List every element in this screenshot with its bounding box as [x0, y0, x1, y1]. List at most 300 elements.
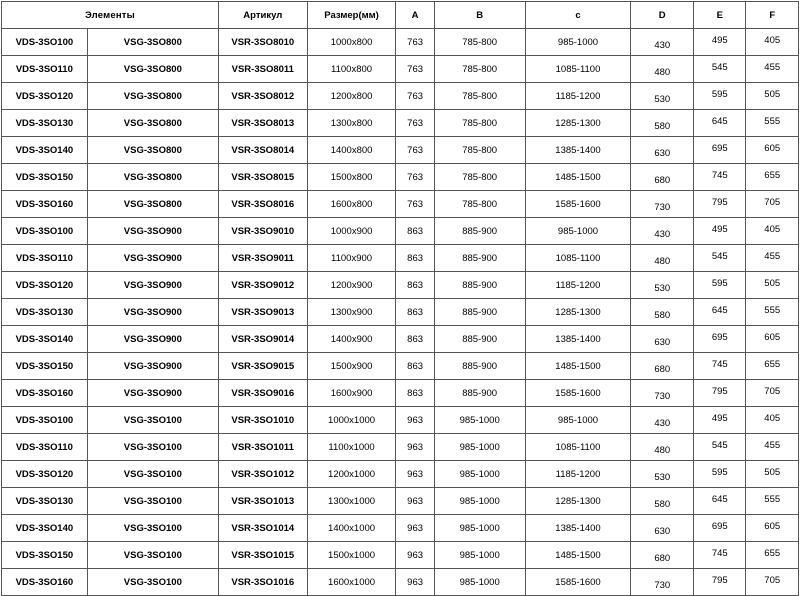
cell-b: [434, 569, 525, 596]
column-header-article: Артикул: [218, 2, 307, 29]
cell-article-value: VSR-3SO1013: [231, 495, 295, 507]
cell-f: [746, 326, 799, 353]
cell-size-value: 1200x800: [330, 90, 373, 102]
cell-f-value: 705: [764, 196, 781, 208]
cell-c-value: 1585-1600: [555, 387, 601, 399]
cell-f: [746, 569, 799, 596]
cell-element-2-value: VSG-3SO900: [123, 333, 182, 345]
cell-article: [218, 434, 307, 461]
cell-a: [396, 380, 434, 407]
cell-f-value: 655: [764, 547, 781, 559]
cell-f: [746, 218, 799, 245]
cell-b: [434, 83, 525, 110]
table-row: [2, 218, 799, 245]
table-row: [2, 353, 799, 380]
cell-d: [631, 137, 694, 164]
cell-c-value: 1385-1400: [555, 522, 601, 534]
cell-a-value: 763: [407, 198, 424, 210]
cell-element-2: [87, 434, 218, 461]
cell-a: [396, 110, 434, 137]
cell-b: [434, 29, 525, 56]
table-row: [2, 299, 799, 326]
cell-e-value: 495: [711, 223, 728, 235]
column-header-elements: Элементы: [2, 2, 219, 29]
cell-d-value: 530: [654, 93, 671, 105]
cell-e-value: 595: [711, 277, 728, 289]
table-row: [2, 488, 799, 515]
cell-c-value: 985-1000: [557, 414, 599, 426]
cell-article-value: VSR-3SO1011: [231, 441, 294, 453]
cell-f: [746, 83, 799, 110]
cell-element-2: [87, 110, 218, 137]
cell-article: [218, 461, 307, 488]
cell-b: [434, 272, 525, 299]
cell-size: [307, 353, 396, 380]
cell-a-value: 863: [407, 387, 424, 399]
cell-b: [434, 245, 525, 272]
cell-element-1: [2, 353, 88, 380]
cell-a-value: 863: [407, 279, 424, 291]
cell-element-2-value: VSG-3SO900: [123, 360, 182, 372]
cell-a-value: 963: [407, 549, 424, 561]
cell-e-value: 695: [711, 331, 728, 343]
cell-d: [631, 29, 694, 56]
cell-article-value: VSR-3SO9010: [231, 225, 295, 237]
cell-b-value: 985-1000: [459, 495, 500, 507]
cell-d: [631, 326, 694, 353]
cell-b-value: 985-1000: [459, 522, 500, 534]
cell-a: [396, 218, 434, 245]
cell-e: [694, 29, 746, 56]
cell-a-value: 863: [407, 333, 424, 345]
cell-d-value: 480: [654, 66, 671, 78]
cell-element-2-value: VSG-3SO800: [123, 90, 182, 102]
cell-f-value: 655: [764, 169, 781, 181]
cell-d: [631, 245, 694, 272]
cell-e-value: 745: [711, 169, 728, 181]
cell-d: [631, 83, 694, 110]
cell-element-1-value: VDS-3SO100: [15, 414, 74, 426]
cell-d-value: 730: [654, 201, 671, 213]
column-header-f: F: [746, 2, 799, 29]
cell-element-1-value: VDS-3SO120: [15, 90, 74, 102]
cell-c-value: 1385-1400: [555, 144, 601, 156]
cell-b-value: 985-1000: [459, 441, 500, 453]
table-row: [2, 29, 799, 56]
cell-element-2: [87, 299, 218, 326]
cell-e: [694, 542, 746, 569]
table-row: [2, 461, 799, 488]
cell-c-value: 985-1000: [557, 36, 599, 48]
cell-a: [396, 326, 434, 353]
cell-e-value: 795: [711, 574, 728, 586]
cell-size-value: 1400x1000: [328, 522, 376, 534]
cell-b-value: 985-1000: [459, 468, 500, 480]
cell-f-value: 605: [764, 520, 781, 532]
cell-c: [525, 245, 631, 272]
cell-element-2-value: VSG-3SO100: [123, 441, 182, 453]
cell-element-1-value: VDS-3SO140: [15, 333, 74, 345]
cell-element-1-value: VDS-3SO100: [15, 36, 74, 48]
cell-article: [218, 83, 307, 110]
cell-d-value: 580: [654, 498, 671, 510]
cell-b: [434, 56, 525, 83]
cell-element-1: [2, 407, 88, 434]
cell-a: [396, 461, 434, 488]
cell-d-value: 580: [654, 120, 671, 132]
cell-a-value: 863: [407, 360, 424, 372]
cell-element-2: [87, 245, 218, 272]
cell-c: [525, 353, 631, 380]
cell-e-value: 595: [711, 466, 728, 478]
cell-f-value: 555: [764, 493, 781, 505]
cell-e-value: 545: [711, 61, 728, 73]
cell-e-value: 595: [711, 88, 728, 100]
cell-element-2-value: VSG-3SO100: [123, 576, 182, 588]
cell-article-value: VSR-3SO8016: [231, 198, 295, 210]
cell-e: [694, 407, 746, 434]
cell-element-2: [87, 164, 218, 191]
cell-element-1: [2, 245, 88, 272]
cell-article: [218, 218, 307, 245]
cell-size: [307, 461, 396, 488]
cell-a: [396, 56, 434, 83]
cell-c-value: 1085-1100: [555, 252, 601, 264]
cell-element-2: [87, 56, 218, 83]
cell-c: [525, 56, 631, 83]
cell-element-1: [2, 272, 88, 299]
cell-a-value: 763: [407, 63, 424, 75]
cell-element-1: [2, 569, 88, 596]
cell-d: [631, 407, 694, 434]
cell-element-2: [87, 407, 218, 434]
cell-f-value: 505: [764, 277, 781, 289]
cell-size-value: 1500x800: [330, 171, 373, 183]
cell-size: [307, 29, 396, 56]
cell-b: [434, 461, 525, 488]
cell-article-value: VSR-3SO9016: [231, 387, 295, 399]
cell-e-value: 745: [711, 547, 728, 559]
cell-b: [434, 488, 525, 515]
cell-element-1-value: VDS-3SO130: [15, 306, 74, 318]
cell-c-value: 1285-1300: [555, 495, 601, 507]
cell-c: [525, 272, 631, 299]
cell-f: [746, 461, 799, 488]
specification-sheet: [0, 1, 800, 591]
cell-e-value: 545: [711, 250, 728, 262]
cell-f: [746, 515, 799, 542]
cell-article: [218, 272, 307, 299]
cell-f: [746, 272, 799, 299]
cell-f: [746, 137, 799, 164]
cell-d-value: 730: [654, 390, 671, 402]
cell-element-2: [87, 272, 218, 299]
cell-size-value: 1600x1000: [328, 576, 376, 588]
cell-e: [694, 299, 746, 326]
cell-e: [694, 245, 746, 272]
cell-article: [218, 542, 307, 569]
cell-size: [307, 569, 396, 596]
cell-article-value: VSR-3SO8015: [231, 171, 295, 183]
cell-element-1: [2, 191, 88, 218]
cell-a-value: 863: [407, 225, 424, 237]
cell-f-value: 655: [764, 358, 781, 370]
cell-d-value: 630: [654, 336, 671, 348]
cell-d-value: 530: [654, 282, 671, 294]
cell-element-1-value: VDS-3SO130: [15, 117, 74, 129]
cell-d-value: 430: [654, 39, 671, 51]
cell-c-value: 1585-1600: [555, 576, 601, 588]
cell-a-value: 963: [407, 576, 424, 588]
cell-article: [218, 164, 307, 191]
cell-b-value: 985-1000: [459, 576, 500, 588]
cell-element-2: [87, 326, 218, 353]
cell-f: [746, 164, 799, 191]
cell-size-value: 1100x1000: [328, 441, 375, 453]
cell-element-2: [87, 191, 218, 218]
cell-e: [694, 83, 746, 110]
cell-a: [396, 488, 434, 515]
cell-c: [525, 380, 631, 407]
cell-f-value: 555: [764, 304, 781, 316]
cell-d-value: 530: [654, 471, 671, 483]
cell-c-value: 985-1000: [557, 225, 599, 237]
column-header-b: B: [434, 2, 525, 29]
cell-f-value: 605: [764, 331, 781, 343]
cell-size-value: 1500x900: [330, 360, 373, 372]
cell-element-1: [2, 137, 88, 164]
cell-b-value: 785-800: [462, 63, 498, 75]
cell-article: [218, 569, 307, 596]
cell-c: [525, 137, 631, 164]
cell-a: [396, 137, 434, 164]
cell-e: [694, 515, 746, 542]
cell-d-value: 680: [654, 552, 671, 564]
cell-e: [694, 110, 746, 137]
cell-size-value: 1100x900: [331, 252, 373, 264]
cell-e: [694, 137, 746, 164]
cell-element-2-value: VSG-3SO800: [123, 171, 182, 183]
cell-e-value: 545: [711, 439, 728, 451]
cell-article-value: VSR-3SO1016: [231, 576, 295, 588]
cell-b: [434, 380, 525, 407]
cell-size-value: 1400x800: [330, 144, 373, 156]
cell-element-2-value: VSG-3SO100: [123, 468, 182, 480]
table-row: [2, 407, 799, 434]
cell-b: [434, 434, 525, 461]
cell-d: [631, 542, 694, 569]
cell-f: [746, 542, 799, 569]
cell-e: [694, 488, 746, 515]
cell-b-value: 985-1000: [459, 549, 500, 561]
cell-element-2: [87, 137, 218, 164]
cell-b-value: 885-900: [462, 306, 498, 318]
cell-a-value: 963: [407, 522, 424, 534]
cell-d: [631, 299, 694, 326]
cell-element-2-value: VSG-3SO800: [123, 36, 182, 48]
cell-article: [218, 380, 307, 407]
cell-article-value: VSR-3SO8010: [231, 36, 295, 48]
cell-article: [218, 299, 307, 326]
cell-d: [631, 569, 694, 596]
cell-element-1: [2, 434, 88, 461]
cell-element-1-value: VDS-3SO150: [15, 360, 74, 372]
cell-c: [525, 569, 631, 596]
cell-element-1-value: VDS-3SO160: [15, 387, 74, 399]
cell-a-value: 863: [407, 252, 424, 264]
cell-f: [746, 299, 799, 326]
cell-c: [525, 191, 631, 218]
cell-b-value: 785-800: [462, 117, 498, 129]
cell-size: [307, 299, 396, 326]
cell-element-2-value: VSG-3SO100: [123, 495, 182, 507]
cell-element-2-value: VSG-3SO100: [123, 522, 182, 534]
cell-element-2: [87, 569, 218, 596]
cell-e: [694, 380, 746, 407]
cell-article: [218, 488, 307, 515]
table-header: [2, 2, 799, 29]
cell-article-value: VSR-3SO9012: [231, 279, 295, 291]
cell-b-value: 885-900: [462, 333, 498, 345]
table-body: [2, 29, 799, 596]
cell-article: [218, 515, 307, 542]
cell-article: [218, 353, 307, 380]
cell-c: [525, 488, 631, 515]
cell-d-value: 630: [654, 525, 671, 537]
cell-size: [307, 407, 396, 434]
cell-a: [396, 299, 434, 326]
cell-f: [746, 191, 799, 218]
cell-element-1: [2, 164, 88, 191]
cell-b-value: 885-900: [462, 225, 498, 237]
cell-d: [631, 191, 694, 218]
cell-element-2-value: VSG-3SO100: [123, 549, 182, 561]
cell-article: [218, 407, 307, 434]
cell-element-1-value: VDS-3SO110: [15, 252, 73, 264]
cell-a: [396, 569, 434, 596]
cell-element-2-value: VSG-3SO900: [123, 387, 182, 399]
cell-f-value: 705: [764, 574, 781, 586]
cell-a: [396, 407, 434, 434]
cell-c: [525, 299, 631, 326]
cell-d-value: 680: [654, 174, 671, 186]
cell-article-value: VSR-3SO8014: [231, 144, 295, 156]
cell-c: [525, 542, 631, 569]
cell-f-value: 555: [764, 115, 781, 127]
column-header-a: A: [396, 2, 434, 29]
cell-a-value: 763: [407, 90, 424, 102]
cell-size-value: 1600x900: [330, 387, 373, 399]
cell-element-2: [87, 83, 218, 110]
cell-d-value: 480: [654, 255, 671, 267]
cell-c: [525, 83, 631, 110]
cell-d: [631, 164, 694, 191]
cell-article-value: VSR-3SO1014: [231, 522, 295, 534]
cell-size: [307, 56, 396, 83]
cell-article-value: VSR-3SO1012: [231, 468, 295, 480]
cell-b: [434, 110, 525, 137]
cell-e: [694, 272, 746, 299]
cell-d: [631, 515, 694, 542]
cell-b: [434, 164, 525, 191]
header-row: [2, 2, 799, 29]
cell-element-2-value: VSG-3SO900: [123, 225, 182, 237]
cell-b: [434, 137, 525, 164]
cell-f: [746, 56, 799, 83]
cell-size: [307, 434, 396, 461]
cell-f-value: 455: [764, 439, 781, 451]
cell-article-value: VSR-3SO1010: [231, 414, 295, 426]
cell-f-value: 605: [764, 142, 781, 154]
cell-f: [746, 353, 799, 380]
cell-element-2-value: VSG-3SO900: [123, 279, 182, 291]
cell-c-value: 1285-1300: [555, 117, 601, 129]
cell-element-2-value: VSG-3SO900: [123, 306, 182, 318]
cell-a-value: 963: [407, 468, 424, 480]
cell-element-1: [2, 83, 88, 110]
cell-element-1-value: VDS-3SO130: [15, 495, 74, 507]
table-row: [2, 515, 799, 542]
cell-article-value: VSR-3SO1015: [231, 549, 295, 561]
cell-f: [746, 488, 799, 515]
cell-f-value: 455: [764, 61, 781, 73]
cell-e-value: 495: [711, 412, 728, 424]
cell-a: [396, 515, 434, 542]
cell-element-1-value: VDS-3SO100: [15, 225, 74, 237]
cell-b-value: 885-900: [462, 387, 498, 399]
cell-article-value: VSR-3SO8012: [231, 90, 295, 102]
column-header-c: c: [525, 2, 631, 29]
cell-article: [218, 137, 307, 164]
cell-a: [396, 434, 434, 461]
table-row: [2, 434, 799, 461]
cell-c: [525, 326, 631, 353]
cell-f: [746, 407, 799, 434]
table-row: [2, 569, 799, 596]
cell-a-value: 963: [407, 441, 424, 453]
cell-e: [694, 569, 746, 596]
cell-element-2: [87, 515, 218, 542]
cell-e-value: 645: [711, 493, 728, 505]
cell-e: [694, 164, 746, 191]
cell-element-1-value: VDS-3SO110: [15, 441, 73, 453]
cell-element-2-value: VSG-3SO100: [123, 414, 182, 426]
cell-size: [307, 380, 396, 407]
cell-b: [434, 218, 525, 245]
cell-size-value: 1400x900: [330, 333, 373, 345]
cell-a-value: 963: [407, 495, 424, 507]
table-row: [2, 245, 799, 272]
cell-element-1: [2, 299, 88, 326]
cell-a: [396, 542, 434, 569]
table-row: [2, 164, 799, 191]
table-row: [2, 56, 799, 83]
cell-element-2: [87, 29, 218, 56]
cell-a: [396, 191, 434, 218]
cell-a-value: 763: [407, 36, 424, 48]
cell-f-value: 455: [764, 250, 781, 262]
table-row: [2, 110, 799, 137]
cell-size-value: 1000x1000: [328, 414, 376, 426]
cell-c-value: 1485-1500: [555, 549, 601, 561]
cell-e-value: 695: [711, 520, 728, 532]
specification-table: [1, 1, 799, 596]
cell-element-1: [2, 29, 88, 56]
cell-size: [307, 515, 396, 542]
cell-element-1: [2, 488, 88, 515]
cell-c-value: 1485-1500: [555, 360, 601, 372]
cell-size: [307, 245, 396, 272]
